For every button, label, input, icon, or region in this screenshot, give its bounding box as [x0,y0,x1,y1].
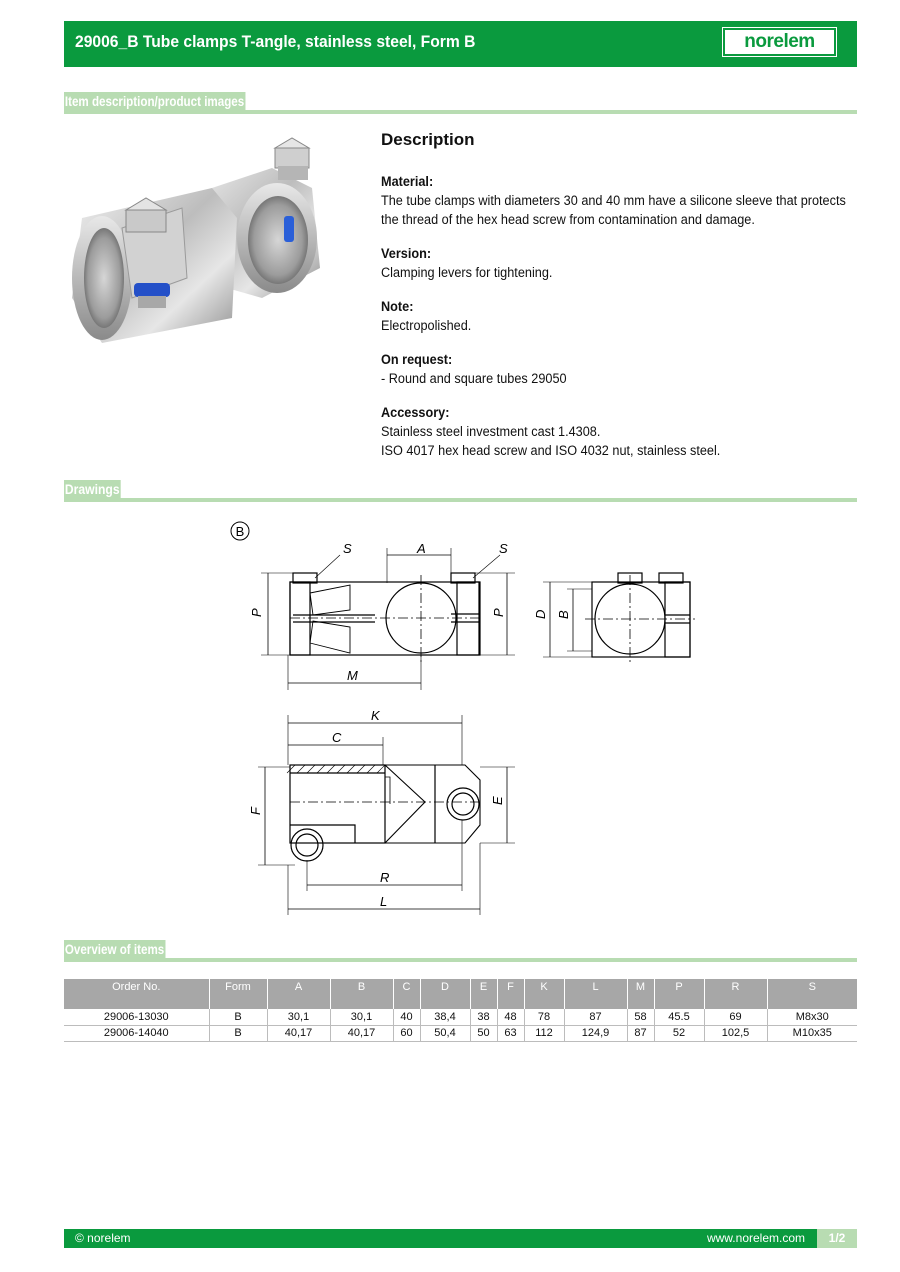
table-cell: 40,17 [330,1025,393,1041]
description-panel [381,128,861,475]
section-overview [64,940,857,962]
note-block [381,297,861,335]
dim-label-p-left: P [249,608,264,617]
dim-label-p-right: P [491,608,506,617]
side-view [533,573,695,663]
column-header: P [654,979,704,1009]
version-title: Version: [381,246,432,261]
column-header: L [564,979,627,1009]
items-table [64,979,857,1042]
dim-label-r: R [380,870,390,885]
table-cell: 102,5 [704,1025,767,1041]
page-number: 1/2 [817,1229,857,1248]
page-header [64,21,857,67]
material-text-1: The tube clamps with diameters 30 and 40 mm have a silicone sleeve that protects [381,193,846,208]
norelem-logo [722,27,837,57]
table-cell: B [209,1009,267,1025]
column-header: Form [209,979,267,1009]
note-title: Note: [381,299,414,314]
form-mark-label: B [235,524,245,539]
table-cell: 63 [497,1025,524,1041]
column-header: R [704,979,767,1009]
table-cell: 124,9 [564,1025,627,1041]
table-cell: B [209,1025,267,1041]
table-cell: 38 [470,1009,497,1025]
page-title: 29006_B Tube clamps T-angle, stainless steel, Form B [75,32,476,51]
technical-drawing [225,515,705,915]
table-cell: 87 [564,1009,627,1025]
page-footer [64,1229,857,1248]
table-row [64,1025,857,1041]
table-cell: 78 [524,1009,564,1025]
table-header-row [64,979,857,1009]
copyright-text: © norelem [75,1231,131,1245]
column-header: E [470,979,497,1009]
material-block [381,172,861,229]
table-cell: 45.5 [654,1009,704,1025]
dim-label-s-right: S [499,541,508,556]
dim-label-k: K [371,708,380,723]
table-cell: 48 [497,1009,524,1025]
column-header: K [524,979,564,1009]
product-image [62,128,330,356]
dim-label-d: D [533,609,548,619]
accessory-text-2: ISO 4017 hex head screw and ISO 4032 nut, stainless steel. [381,443,721,458]
dim-label-l: L [380,894,388,909]
accessory-text-1: Stainless steel investment cast 1.4308. [381,424,601,439]
dim-label-f: F [248,807,263,815]
column-header: F [497,979,524,1009]
column-header: A [267,979,330,1009]
column-header: D [420,979,470,1009]
website-link[interactable]: www.norelem.com [706,1231,805,1245]
table-cell: M10x35 [767,1025,857,1041]
material-text-2: the thread of the hex head screw from contamination and damage. [381,212,755,227]
section-label-item-description: Item description/product images [64,92,245,114]
column-header: Order No. [64,979,209,1009]
section-item-description [64,92,857,114]
section-drawings [64,480,857,502]
dim-label-e: E [490,796,505,805]
table-cell: 30,1 [267,1009,330,1025]
accessory-block [381,403,861,460]
table-cell: 38,4 [420,1009,470,1025]
table-cell: 60 [393,1025,420,1041]
request-text: - Round and square tubes 29050 [381,371,567,386]
table-cell: 112 [524,1025,564,1041]
column-header: B [330,979,393,1009]
dim-label-b: B [556,610,571,619]
logo-text: norelem [744,31,815,52]
material-title: Material: [381,174,434,189]
version-block [381,244,861,282]
column-header: M [627,979,654,1009]
table-cell: 87 [627,1025,654,1041]
dim-label-a: A [417,541,426,556]
table-cell: 29006-14040 [64,1025,209,1041]
table-cell: M8x30 [767,1009,857,1025]
accessory-title: Accessory: [381,405,450,420]
top-view [248,708,515,915]
column-header: S [767,979,857,1009]
table-row [64,1009,857,1025]
table-cell: 40 [393,1009,420,1025]
section-label-overview: Overview of items [64,940,165,962]
table-cell: 52 [654,1025,704,1041]
table-cell: 50,4 [420,1025,470,1041]
table-cell: 30,1 [330,1009,393,1025]
table-cell: 40,17 [267,1025,330,1041]
table-cell: 58 [627,1009,654,1025]
request-title: On request: [381,352,453,367]
front-view [249,541,515,690]
table-cell: 69 [704,1009,767,1025]
version-text: Clamping levers for tightening. [381,265,553,280]
description-heading: Description [381,130,475,149]
dim-label-s-left: S [343,541,352,556]
request-block [381,350,861,388]
column-header: C [393,979,420,1009]
table-cell: 50 [470,1025,497,1041]
table-cell: 29006-13030 [64,1009,209,1025]
note-text: Electropolished. [381,318,472,333]
dim-label-m: M [347,668,358,683]
dim-label-c: C [332,730,342,745]
section-label-drawings: Drawings [64,480,120,502]
